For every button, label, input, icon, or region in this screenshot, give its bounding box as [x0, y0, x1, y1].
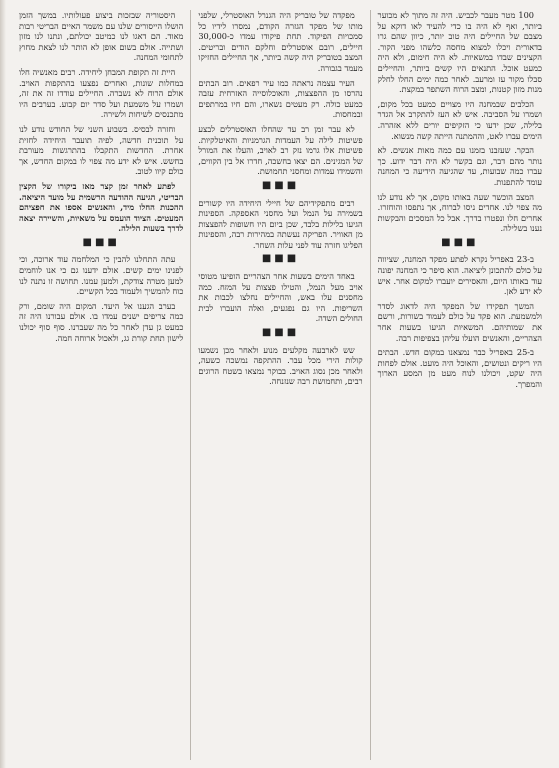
section-separator: ■■■	[261, 179, 300, 191]
column-right	[370, 10, 549, 760]
section-separator: ■■■	[441, 236, 479, 248]
paragraph: שש לארבעה מקלעים מנוע ולאחר מכן נשמעו קולות הירי מכל עבר. ההתקפה נמשכה כשעה, ולאחר מכן נסוג האויב. בבוקר נמצאו בשטח הרוגים רבים, ותחמושת רבה שנזנחה.	[198, 344, 363, 387]
column-middle	[190, 10, 369, 760]
paragraph: באחד הימים בשעות אחר הצהריים הופיעו מטוסי אויב מעל הנמל, והטילו פצצות על המזח. כמה מחסנים עלו באש, והחיילים נחלצו לכבות את השריפות. היו גם נפגעים, ואלה הועברו לבית החולים השדה.	[198, 271, 363, 324]
paragraph: לא עבר זמן רב עד שהחלו האוסטרלים לבצע פשיטות לילה על העמדות הגרמניות והאיטלקיות. פשיטות אלו גרמו נזק רב לאויב, והעלו את המורל של המגינים. הם יצאו בחשכה, חדרו אל בין הקווים, והשמידו עמדות ומחסני תחמושת.	[198, 123, 363, 177]
column-left	[12, 10, 190, 760]
paragraph: ב-23 באפריל נקרא לפתע מפקד המחנה, שציווה על כולם להתכונן ליציאה. הוא סיפר כי המחנה יפונה עוד באותו היום, והאסירים יועברו למקום אחר. איש לא ידע לאן.	[377, 254, 542, 297]
paragraph: לפתע לאחר זמן קצר מאז ביקורו של הקצין הבריטי, הגיעה ההודעה הרשמית על מועד היציאה. ההכנות החלו מיד, והאנשים אספו את חפציהם המעטים. הציוד הועמס על משאיות, והשיירה יצאה לדרך בשעות הלילה.	[19, 180, 184, 234]
page-edge-shadow	[0, 0, 6, 768]
paragraph: הכלבים שבמחנה היו מצויים כמעט בכל מקום, ושמרו על הסביבה. איש לא העז להתקרב אל הגדר בלילה, שכן ידעו כי הזקיפים יורים ללא אזהרה. הימים עברו לאט, וההמתנה הייתה קשה מנשוא.	[377, 98, 542, 141]
section-separator: ■■■	[261, 253, 300, 265]
text-columns	[12, 10, 549, 760]
paragraph: בערב הגענו אל היעד. המקום היה שומם, ורק כמה צריפים ישנים עמדו בו. אולם עבורנו היה זה כמעט גן עדן לאחר כל מה שעברנו. סוף סוף יכולנו לישון תחת קורת גג, ולאכול ארוחה חמה.	[19, 300, 184, 343]
paragraph: המצב הוכשר שעה באותו מקום, אך לא נודע לנו מה צפוי לנו. אחדים ניסו לברוח, אך נתפסו והוחזרו. אחרים חלו ונפטרו בדרך. אבל כל המסכים והבקשות נענו בשלילה.	[377, 191, 542, 234]
paragraph: היית זה תקופת המבחן ליחידה. רבים מאנשיה חלו במחלות שונות, ואחרים נפצעו בהתקפות האויב. אולם הרוח לא נשברה. החיילים עודדו זה את זה, ושמרו על משמעת ועל סדר יום קבוע. בערבים היו מתכנסים לשיחות ולשירה.	[19, 66, 184, 120]
paragraph: רבים מתפקידיהם של חיילי היחידה היו קשורים בשמירה על הנמל ועל מחסני האספקה. הספינות הגיעו בלילות בלבד, שכן ביום היו חשופות להפצצות מן האוויר. הפריקה נעשתה במהירות רבה, והספינות הפליגו חזרה עוד לפני עלות השחר.	[198, 197, 363, 250]
paragraph: ב-25 באפריל כבר נמצאנו במקום חדש. הבתים היו ריקים ונטושים, והאוכל היה מועט. אולם לפחות היה שקט, ויכולנו לנוח מעט מן המסע הארוך והמפרך.	[377, 347, 542, 389]
paragraph: הבקר. שעזבנו בזמנו עם כמה מאות אנשים. לא נותר מהם דבר, וגם בקשר לא היה דבר ידוע. כך עברו כמה שבועות, עד שהגיעה הידיעה כי המחנה עומד להתפנות.	[377, 145, 542, 187]
paragraph: המשך תפקידו של המפקד היה לדאוג לסדר ולמשמעת. הוא פקד על כולם לעמוד בשורות, ורשם את שמותיהם. המשאיות הגיעו בשעות אחר הצהריים, והאנשים הועלו עליהן בצפיפות רבה.	[377, 300, 542, 343]
paragraph: עתה התחלנו להבין כי המלחמה עוד ארוכה, וכי לפנינו ימים קשים. אולם ידענו גם כי אנו לוחמים למען מטרה צודקת, ולמען עמנו. תחושה זו נתנה לנו כוח להמשיך ולעמוד בכל הקשיים.	[19, 254, 184, 297]
section-separator: ■■■	[82, 236, 120, 248]
paragraph: העיר עצמה נראתה כמו עיר רפאים. רוב הבתים נהרסו מן ההפצצות, והאוכלוסייה האזרחית עזבה כמעט כולה. רק מעטים נשארו, והם חיו במרתפים ובמחסות.	[198, 77, 363, 120]
paragraph: מפקדה של טובריק היה הגנרל האוסטרלי, שלפני מותו של מפקד הגזרה הקודם, נמסרו לידיו כל סמכויות הפיקוד. תחת פיקודו עמדו כ-30,000 חיילים, רובם אוסטרלים וחלקם הודים ובריטים. המצב בטובריק היה קשה ביותר, אך החיילים החזיקו מעמד בגבורה.	[198, 10, 363, 73]
paragraph: היסטוריה שבזכות ביצוע פעולותיו. במשך הזמן הושלו הייסורים שלנו עם משמר האיים הבריטי רבות מאוד. הם דאגו לנו כמיטב יכולתם, ונתנו לנו מזון ושתייה. אולם בשום אופן לא הותר לנו לצאת מחוץ לתחומי המחנה.	[19, 10, 184, 63]
paragraph: 100 מטר מעבר לכביש. היה זה מתוך לא מכוער ביותר, ואף לא היה בו כדי להעיד לאו דוקא על מצבם של החיילים היה טוב יותר, כיוון שהם גרו בדאורית ויכלו למצוא מחסה כלשהו מפני הקור. הקצינים שבדו במשאיות. לא היה חימום, ולא היה כמעט אוכל. התנאים היו קשים ביותר, והחיילים סבלו מקור עז ומרעב. לאחר כמה ימים החלו לחלק מנות מזון קטנות, ומצב הרוח השתפר במקצת.	[377, 10, 542, 95]
section-separator: ■■■	[261, 327, 300, 339]
paragraph: וחזרה לבסיס. בשבוע השני של החודש נודע לנו על תוכנית חדשה, לפיה תועבר היחידה לחזית אחרת. החדשות התקבלו בהתרגשות מעורבת בחשש. איש לא ידע מה צפוי לו במקום החדש, אך כולם קיוו לטוב.	[19, 123, 184, 177]
